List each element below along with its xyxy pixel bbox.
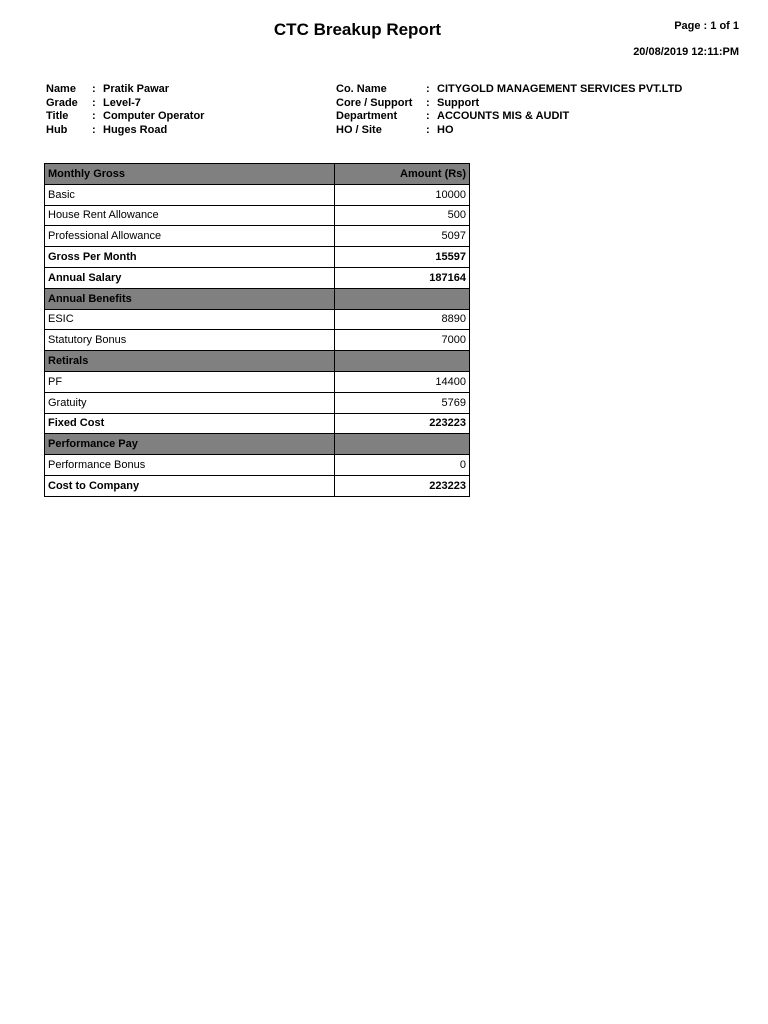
info-value: Support	[437, 96, 480, 109]
row-amount: Amount (Rs)	[335, 164, 470, 185]
row-amount: 15597	[335, 247, 470, 268]
info-row-title	[46, 110, 204, 124]
info-label: Title	[46, 110, 69, 123]
section-header-monthly-gross	[45, 164, 470, 185]
row-amount	[335, 288, 470, 309]
info-separator: :	[92, 83, 96, 95]
table-row	[45, 330, 470, 351]
section-header-performance-pay	[45, 434, 470, 455]
info-label: Hub	[46, 123, 68, 136]
info-label: Grade	[46, 96, 78, 109]
row-amount: 187164	[335, 267, 470, 288]
row-label: House Rent Allowance	[45, 205, 335, 226]
row-label: Performance Pay	[45, 434, 335, 455]
info-separator: :	[92, 96, 96, 109]
total-row-annual-salary	[45, 267, 470, 288]
row-label: Performance Bonus	[45, 455, 335, 476]
row-amount: 7000	[335, 330, 470, 351]
row-label: Gross Per Month	[45, 247, 335, 268]
row-amount	[335, 434, 470, 455]
info-label: HO / Site	[336, 123, 382, 136]
row-label: PF	[45, 371, 335, 392]
report-title: CTC Breakup Report	[273, 20, 442, 39]
row-label: Professional Allowance	[45, 226, 335, 247]
info-separator: :	[426, 123, 430, 136]
row-amount: 223223	[335, 475, 470, 496]
row-label: Fixed Cost	[45, 413, 335, 434]
section-header-annual-benefits	[45, 288, 470, 309]
table-row	[45, 455, 470, 476]
info-label: Name	[46, 83, 76, 95]
info-separator: :	[426, 96, 430, 109]
info-separator: :	[92, 110, 96, 123]
info-value: Level-7	[103, 96, 141, 109]
row-amount: 10000	[335, 184, 470, 205]
info-row-department	[336, 110, 682, 124]
section-header-retirals	[45, 351, 470, 372]
info-row-hub	[46, 124, 204, 138]
info-separator: :	[92, 123, 96, 136]
row-amount: 8890	[335, 309, 470, 330]
report-datetime: 20/08/2019 12:11:PM	[633, 46, 739, 58]
row-label: Annual Salary	[45, 267, 335, 288]
info-separator: :	[426, 83, 430, 95]
ctc-table	[44, 163, 470, 497]
total-row-gross-per-month	[45, 247, 470, 268]
info-row-company	[336, 83, 682, 97]
info-separator: :	[426, 110, 430, 123]
employee-info-right	[336, 83, 682, 137]
row-amount: 5097	[335, 226, 470, 247]
info-row-name	[46, 83, 204, 97]
row-amount: 0	[335, 455, 470, 476]
row-label: Cost to Company	[45, 475, 335, 496]
info-value: Huges Road	[103, 123, 168, 136]
row-label: Basic	[45, 184, 335, 205]
row-label: Statutory Bonus	[45, 330, 335, 351]
info-row-site	[336, 124, 682, 138]
total-row-fixed-cost	[45, 413, 470, 434]
info-row-core-support	[336, 97, 682, 111]
page-number: Page : 1 of 1	[674, 20, 739, 32]
row-label: Annual Benefits	[45, 288, 335, 309]
table-row	[45, 184, 470, 205]
total-row-cost-to-company	[45, 475, 470, 496]
row-amount: 14400	[335, 371, 470, 392]
info-value: CITYGOLD MANAGEMENT SERVICES PVT.LTD	[437, 83, 683, 95]
row-amount: 500	[335, 205, 470, 226]
info-value: ACCOUNTS MIS & AUDIT	[437, 110, 570, 123]
employee-info-left	[46, 83, 204, 137]
info-value: Pratik Pawar	[103, 83, 170, 95]
row-amount	[335, 351, 470, 372]
table-row	[45, 392, 470, 413]
info-label: Department	[336, 110, 398, 123]
info-label: Co. Name	[336, 83, 387, 95]
row-label: Gratuity	[45, 392, 335, 413]
info-row-grade	[46, 97, 204, 111]
row-amount: 5769	[335, 392, 470, 413]
table-row	[45, 309, 470, 330]
table-row	[45, 371, 470, 392]
table-row	[45, 205, 470, 226]
info-value: Computer Operator	[103, 110, 205, 123]
row-amount: 223223	[335, 413, 470, 434]
row-label: Monthly Gross	[45, 164, 335, 185]
row-label: Retirals	[45, 351, 335, 372]
info-label: Core / Support	[336, 96, 413, 109]
row-label: ESIC	[45, 309, 335, 330]
table-row	[45, 226, 470, 247]
info-value: HO	[437, 123, 454, 136]
